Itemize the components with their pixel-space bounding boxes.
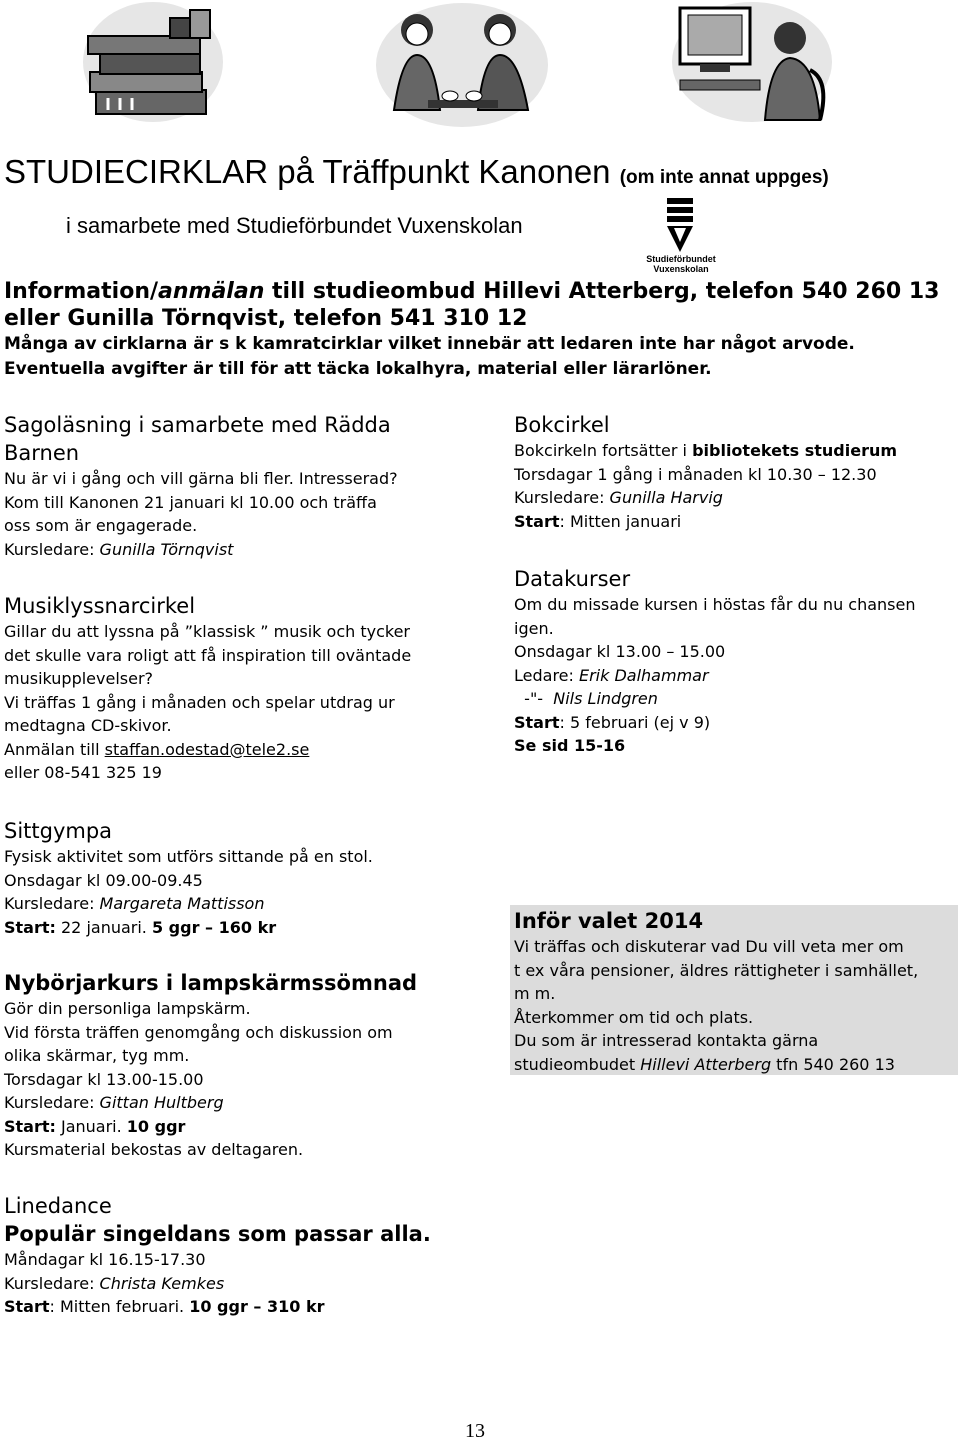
- bokcirkel-leader: [514, 486, 954, 510]
- musik-line-1: Gillar du att lyssna på ”klassisk ” musik och tycker: [4, 622, 410, 641]
- valet-line-2: t ex våra pensioner, äldres rättigheter i samhället,: [514, 960, 919, 980]
- leader-name: Gunilla Harvig: [609, 488, 723, 507]
- linedance-heading-2: Populär singeldans som passar alla.: [4, 1222, 431, 1246]
- signup-email-link[interactable]: staffan.odestad@tele2.se: [104, 739, 310, 759]
- datakurser-line-2: igen.: [514, 618, 554, 638]
- valet-contact-phone: tfn 540 260 13: [771, 1054, 895, 1074]
- books-illustration: [78, 0, 228, 130]
- lampskarm-line-4: Torsdagar kl 13.00-15.00: [4, 1069, 204, 1089]
- bokcirkel-place: bibliotekets studierum: [692, 441, 898, 460]
- section-lampskarm: [4, 969, 474, 1162]
- sagolasning-line-2: Kom till Kanonen 21 januari kl 10.00 och träffa: [4, 492, 377, 512]
- musik-line-5: medtagna CD-skivor.: [4, 716, 172, 735]
- linedance-line-1: Måndagar kl 16.15-17.30: [4, 1250, 206, 1269]
- bokcirkel-start: [514, 510, 954, 534]
- valet-line-4: Återkommer om tid och plats.: [514, 1007, 754, 1027]
- valet-contact-label: studieombudet: [514, 1054, 641, 1074]
- datakurser-start: [514, 711, 954, 735]
- info-signup-word: anmälan: [158, 279, 265, 304]
- info-line-1: [4, 278, 954, 305]
- sittgympa-heading: Sittgympa: [4, 819, 113, 843]
- bokcirkel-line-2: Torsdagar 1 gång i månaden kl 10.30 – 12.30: [514, 464, 877, 484]
- subtitle: i samarbete med Studieförbundet Vuxenskolan: [66, 213, 523, 238]
- lampskarm-start: [4, 1115, 474, 1139]
- section-datakurser: [514, 565, 954, 758]
- start-label: Start:: [4, 917, 56, 937]
- lampskarm-heading: Nybörjarkurs i lampskärmssömnad: [4, 971, 418, 995]
- datakurser-line-3: Onsdagar kl 13.00 – 15.00: [514, 642, 726, 661]
- section-sittgympa: [4, 817, 474, 939]
- linedance-start: [4, 1295, 604, 1319]
- leader-label: Kursledare:: [4, 1273, 100, 1293]
- sagolasning-line-1: Nu är vi i gång och vill gärna bli fler. Intresserad?: [4, 469, 398, 488]
- valet-heading: Inför valet 2014: [514, 909, 704, 933]
- logo-text-1: Studieförbundet: [646, 254, 716, 264]
- leader-name: Erik Dalhammar: [578, 665, 709, 685]
- logo-text-2: Vuxenskolan: [653, 264, 709, 274]
- valet-line-1: Vi träffas och diskuterar vad Du vill veta mer om: [514, 937, 904, 956]
- valet-contact-name: Hillevi Atterberg: [640, 1054, 772, 1074]
- leader-label: Ledare:: [514, 665, 579, 685]
- lampskarm-line-7: Kursmaterial bekostas av deltagaren.: [4, 1140, 304, 1159]
- info-block: [4, 278, 954, 382]
- leader-name: Margareta Mattisson: [99, 894, 265, 913]
- info-label: Information/: [4, 279, 159, 304]
- datakurser-heading: Datakurser: [514, 567, 631, 591]
- datakurser-leader-2: [514, 687, 954, 711]
- sagolasning-heading-2: Barnen: [4, 441, 80, 465]
- start-value: : 5 februari (ej v 9): [559, 712, 711, 732]
- lampskarm-line-2: Vid första träffen genomgång och diskussion om: [4, 1022, 393, 1042]
- studieforbundet-logo: [641, 198, 721, 278]
- title-text: STUDIECIRKLAR på Träffpunkt Kanonen: [4, 153, 611, 190]
- bokcirkel-line-1: [514, 439, 954, 463]
- sagolasning-line-3: oss som är engagerade.: [4, 516, 198, 535]
- datakurser-line-1: Om du missade kursen i höstas får du nu chansen: [514, 595, 916, 614]
- datakurser-see-page: Se sid 15-16: [514, 736, 626, 755]
- valet-line-5: Du som är intresserad kontakta gärna: [514, 1031, 819, 1050]
- sittgympa-leader: [4, 892, 474, 916]
- leader-name: Christa Kemkes: [99, 1273, 225, 1293]
- page-title: [4, 150, 829, 200]
- datakurser-leader: [514, 664, 954, 688]
- start-value: : Mitten februari.: [49, 1297, 190, 1316]
- musik-signup: [4, 738, 474, 762]
- musik-heading: Musiklyssnarcirkel: [4, 594, 196, 618]
- musik-line-7: eller 08-541 325 19: [4, 763, 162, 782]
- ditto-mark: -"-: [514, 689, 554, 708]
- section-musik: [4, 592, 474, 785]
- start-label: Start:: [4, 1116, 56, 1136]
- valet-line-6: [514, 1053, 958, 1077]
- sittgympa-line-1: Fysisk aktivitet som utförs sittande på en stol.: [4, 847, 373, 866]
- start-value: : Mitten januari: [559, 511, 682, 531]
- info-line-3: Många av cirklarna är s k kamratcirklar vilket innebär att ledaren inte har något arvode.: [4, 334, 855, 354]
- section-valet: [510, 905, 958, 1075]
- title-note: (om inte annat uppges): [619, 167, 829, 188]
- sagolasning-heading-1: Sagoläsning i samarbete med Rädda: [4, 413, 391, 437]
- signup-label: Anmälan till: [4, 739, 105, 759]
- start-label: Start: [514, 511, 560, 531]
- start-value: Januari.: [55, 1116, 127, 1136]
- start-label: Start: [4, 1297, 50, 1316]
- linedance-leader: [4, 1272, 604, 1296]
- musik-line-3: musikupplevelser?: [4, 669, 154, 688]
- two-women-coffee-illustration: [372, 0, 552, 130]
- page-number: 13: [465, 1420, 485, 1442]
- info-line-4: Eventuella avgifter är till för att täcka lokalhyra, material eller lärarlöner.: [4, 359, 712, 379]
- session-count: 10 ggr: [126, 1116, 186, 1136]
- leader-label: Kursledare:: [4, 894, 100, 913]
- lampskarm-line-3: olika skärmar, tyg mm.: [4, 1046, 190, 1065]
- section-linedance: [4, 1192, 604, 1319]
- info-line-2: eller Gunilla Törnqvist, telefon 541 310 12: [4, 306, 528, 331]
- leader-label: Kursledare:: [514, 488, 610, 507]
- sittgympa-line-2: Onsdagar kl 09.00-09.45: [4, 870, 203, 890]
- bokcirkel-heading: Bokcirkel: [514, 413, 610, 437]
- leader-label: Kursledare:: [4, 1093, 100, 1112]
- start-label: Start: [514, 712, 560, 732]
- section-bokcirkel: [514, 411, 954, 533]
- price: 10 ggr – 310 kr: [189, 1297, 325, 1316]
- start-value: 22 januari.: [55, 917, 152, 937]
- leader-2-name: Nils Lindgren: [553, 689, 658, 708]
- lampskarm-leader: [4, 1091, 474, 1115]
- musik-line-2: det skulle vara roligt att få inspiration till oväntade: [4, 645, 412, 665]
- woman-computer-illustration: [670, 0, 835, 125]
- sagolasning-leader: [4, 538, 474, 562]
- leader-name: Gunilla Törnqvist: [99, 539, 234, 559]
- sittgympa-start: [4, 916, 474, 940]
- leader-label: Kursledare:: [4, 539, 100, 559]
- info-contact-1: till studieombud Hillevi Atterberg, telefon 540 260 13: [264, 279, 940, 304]
- lampskarm-line-1: Gör din personliga lampskärm.: [4, 999, 251, 1018]
- valet-line-3: m m.: [514, 984, 556, 1003]
- bokcirkel-line-1a: Bokcirkeln fortsätter i: [514, 441, 693, 460]
- section-sagolasning: [4, 411, 474, 561]
- linedance-heading-1: Linedance: [4, 1194, 112, 1218]
- musik-line-4: Vi träffas 1 gång i månaden och spelar utdrag ur: [4, 692, 395, 712]
- leader-name: Gittan Hultberg: [99, 1093, 224, 1112]
- price: 5 ggr – 160 kr: [151, 917, 277, 937]
